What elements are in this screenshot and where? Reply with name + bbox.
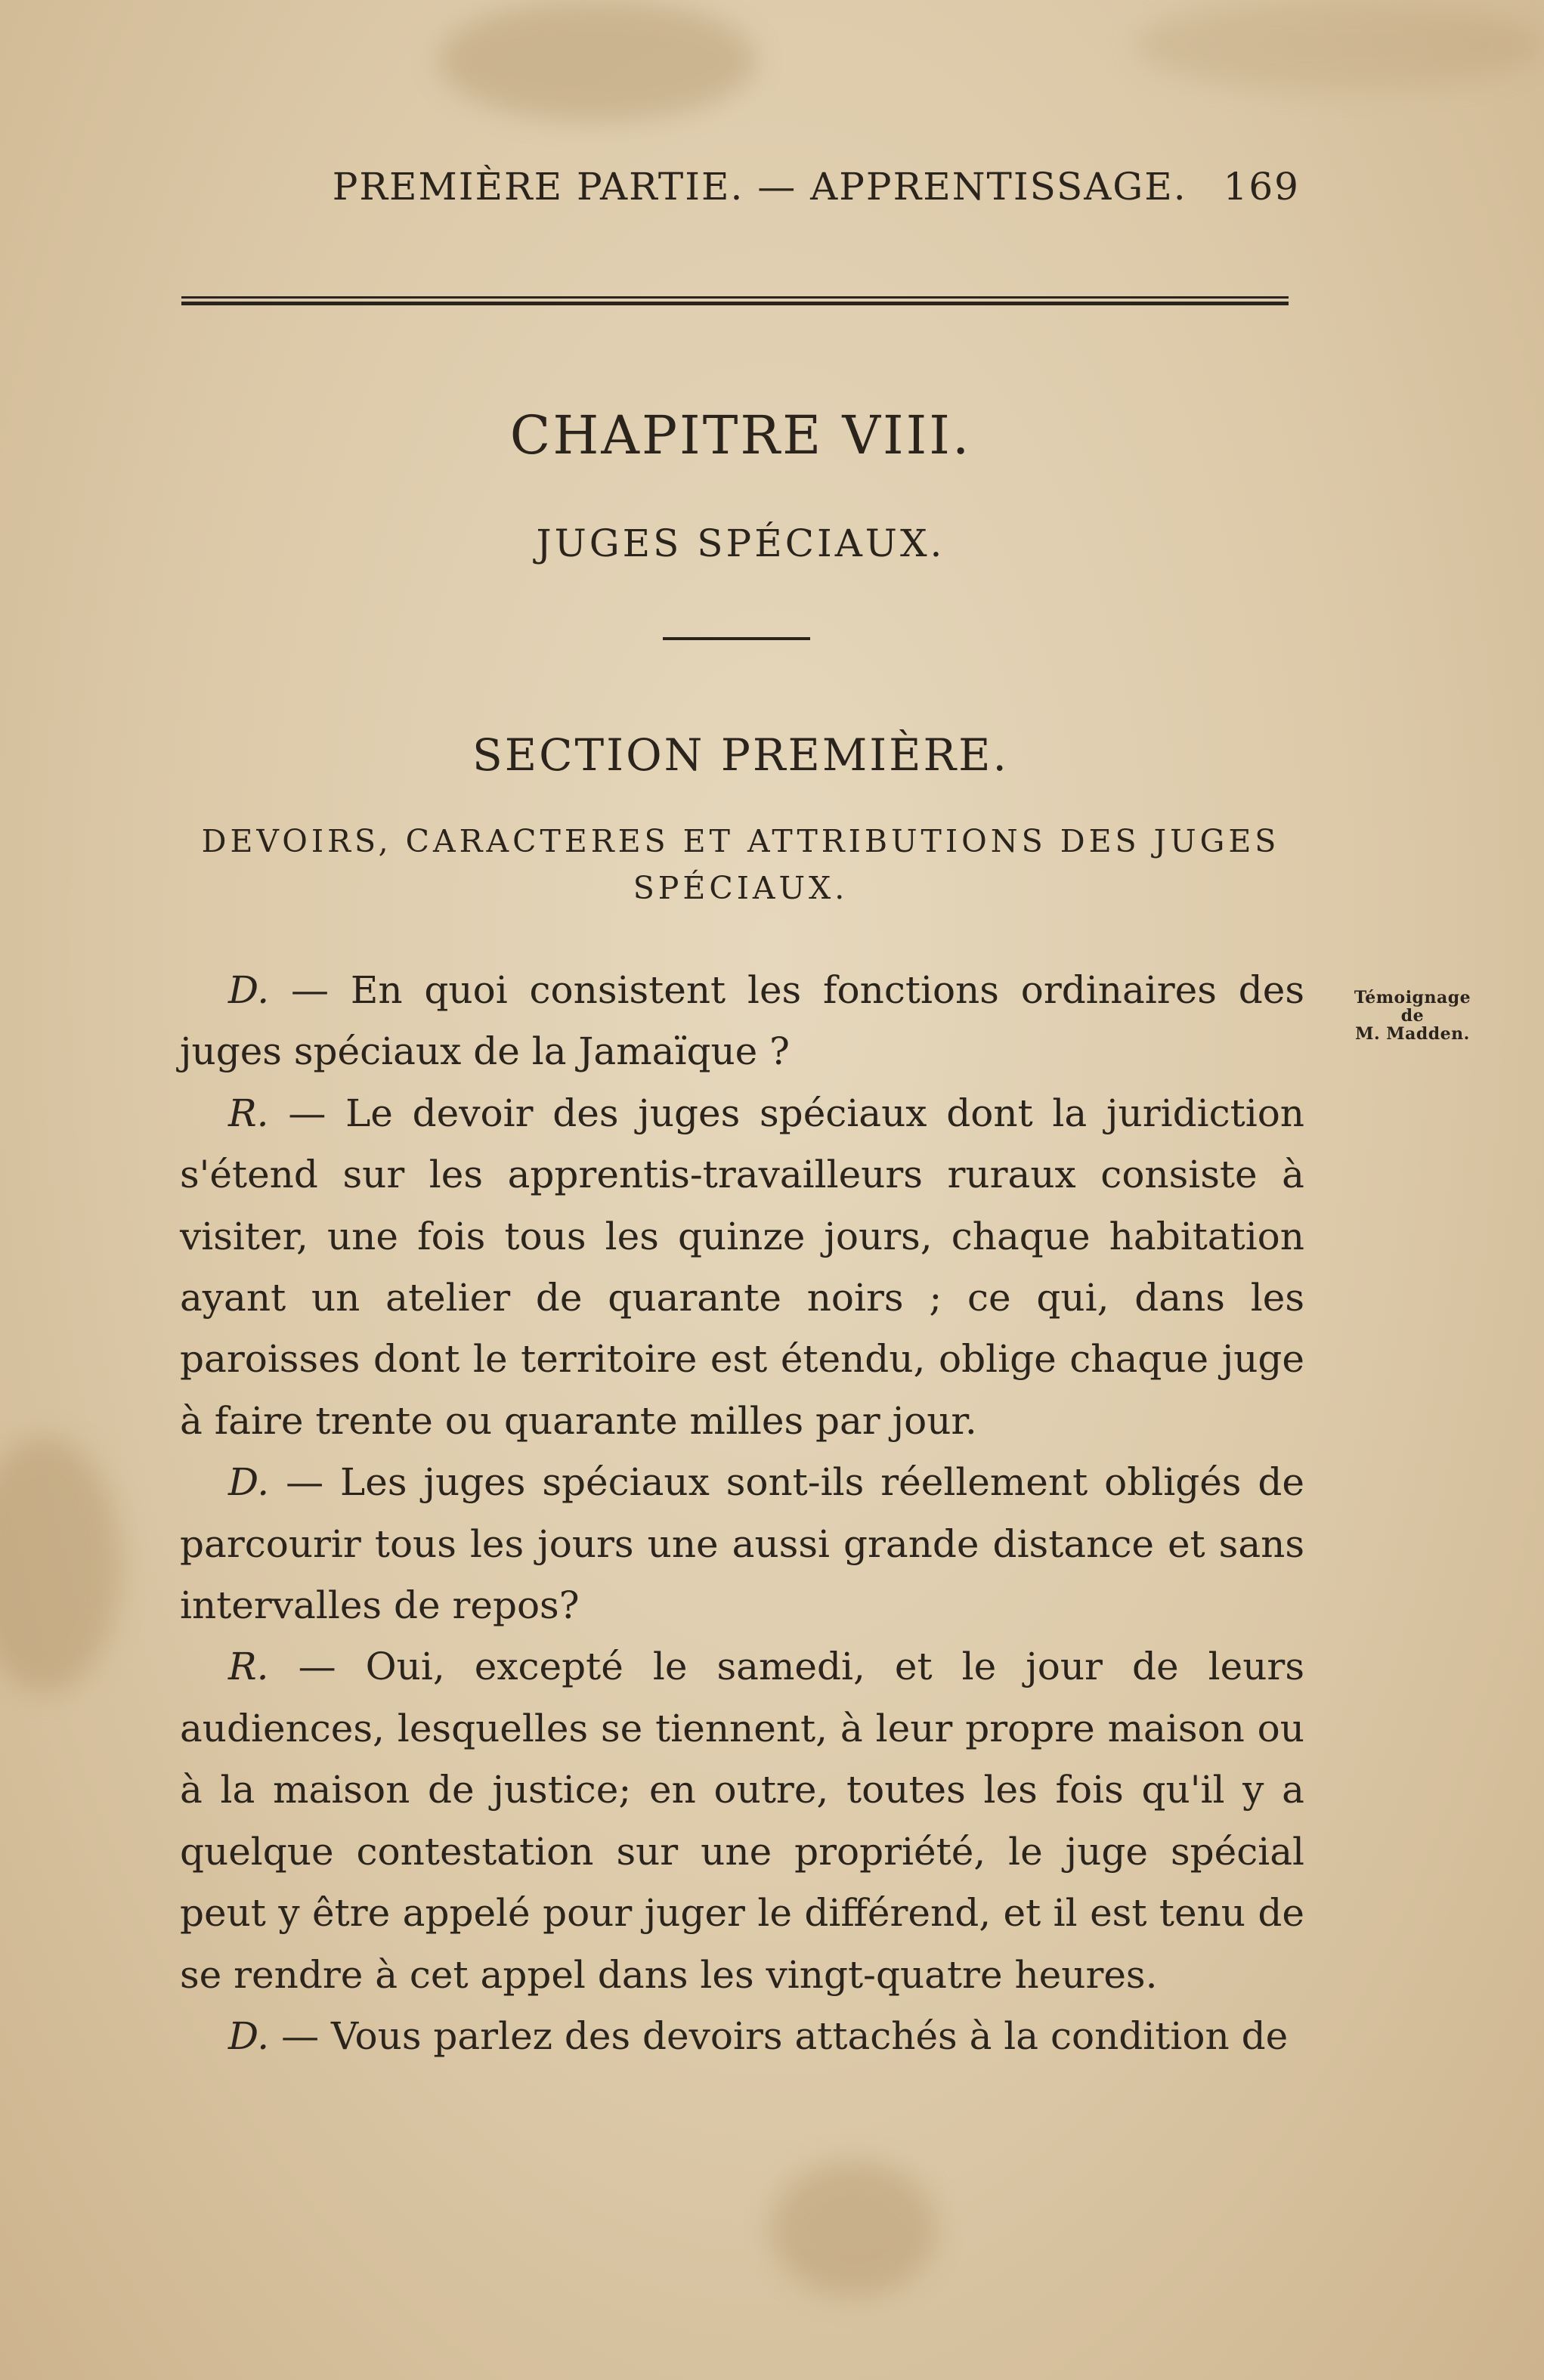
speaker-label: R. [228, 1091, 269, 1135]
paper-stain [771, 2162, 937, 2298]
running-head [181, 165, 1300, 209]
margin-note [1333, 986, 1492, 1045]
paragraph-text: — Oui, excepté le samedi, et le jour de leurs audiences, lesquelles se tiennent, à leur propre maison ou à la maison de justice; en outre, toutes les fois qu'il y a quelque contestation sur une propriété, le juge spécial peut y être appelé pour juger le différend, et il est tenu de se rendre à cet appel dans les vingt-quatre heures. [180, 1645, 1304, 1997]
paragraph-text: — En quoi consistent les fonctions ordinaires des juges spéciaux de la Jamaïque ? [180, 968, 1304, 1074]
paper-stain [438, 0, 756, 121]
speaker-label: D. [228, 1460, 270, 1505]
paragraph-text: — Les juges spéciaux sont-ils réellement obligés de parcourir tous les jours une aussi grande distance et sans intervalles de repos? [180, 1460, 1304, 1628]
paper-stain [0, 1436, 121, 1693]
running-title: PREMIÈRE PARTIE. — APPRENTISSAGE. [332, 165, 1187, 209]
paragraph [180, 1083, 1304, 1452]
margin-note-line: Témoignage [1354, 988, 1471, 1007]
paragraph-text: — Le devoir des juges spéciaux dont la juridiction s'étend sur les apprentis-travailleurs ruraux consiste à visiter, une fois tous les quinze jours, chaque habitation ayant un atelier de quarante noirs ; ce qui, dans les paroisses dont le territoire est étendu, oblige chaque juge à faire trente ou quarante milles par jour. [180, 1091, 1304, 1443]
paper-stain [1134, 0, 1544, 91]
chapter-divider [663, 637, 810, 640]
section-title: SECTION PREMIÈRE. [472, 729, 1009, 781]
header-double-rule [181, 296, 1289, 305]
margin-note-line: M. Madden. [1355, 1024, 1470, 1044]
paragraph [180, 1452, 1304, 1636]
body-text [180, 960, 1304, 2067]
paragraph-text: — Vous parlez des devoirs attachés à la condition de [269, 2013, 1289, 2058]
speaker-label: R. [228, 1645, 269, 1689]
speaker-label: D. [228, 968, 270, 1012]
paragraph [180, 2006, 1304, 2067]
section-subtitle: DEVOIRS, CARACTERES ET ATTRIBUTIONS DES JUGES SPÉCIAUX. [201, 823, 1280, 906]
chapter-subtitle: JUGES SPÉCIAUX. [536, 521, 945, 565]
paragraph [180, 1636, 1304, 2005]
paragraph [180, 960, 1304, 1083]
chapter-title: CHAPITRE VIII. [509, 404, 972, 466]
page-number: 169 [1223, 165, 1300, 209]
margin-note-line: de [1400, 1006, 1425, 1026]
speaker-label: D. [228, 2013, 270, 2058]
